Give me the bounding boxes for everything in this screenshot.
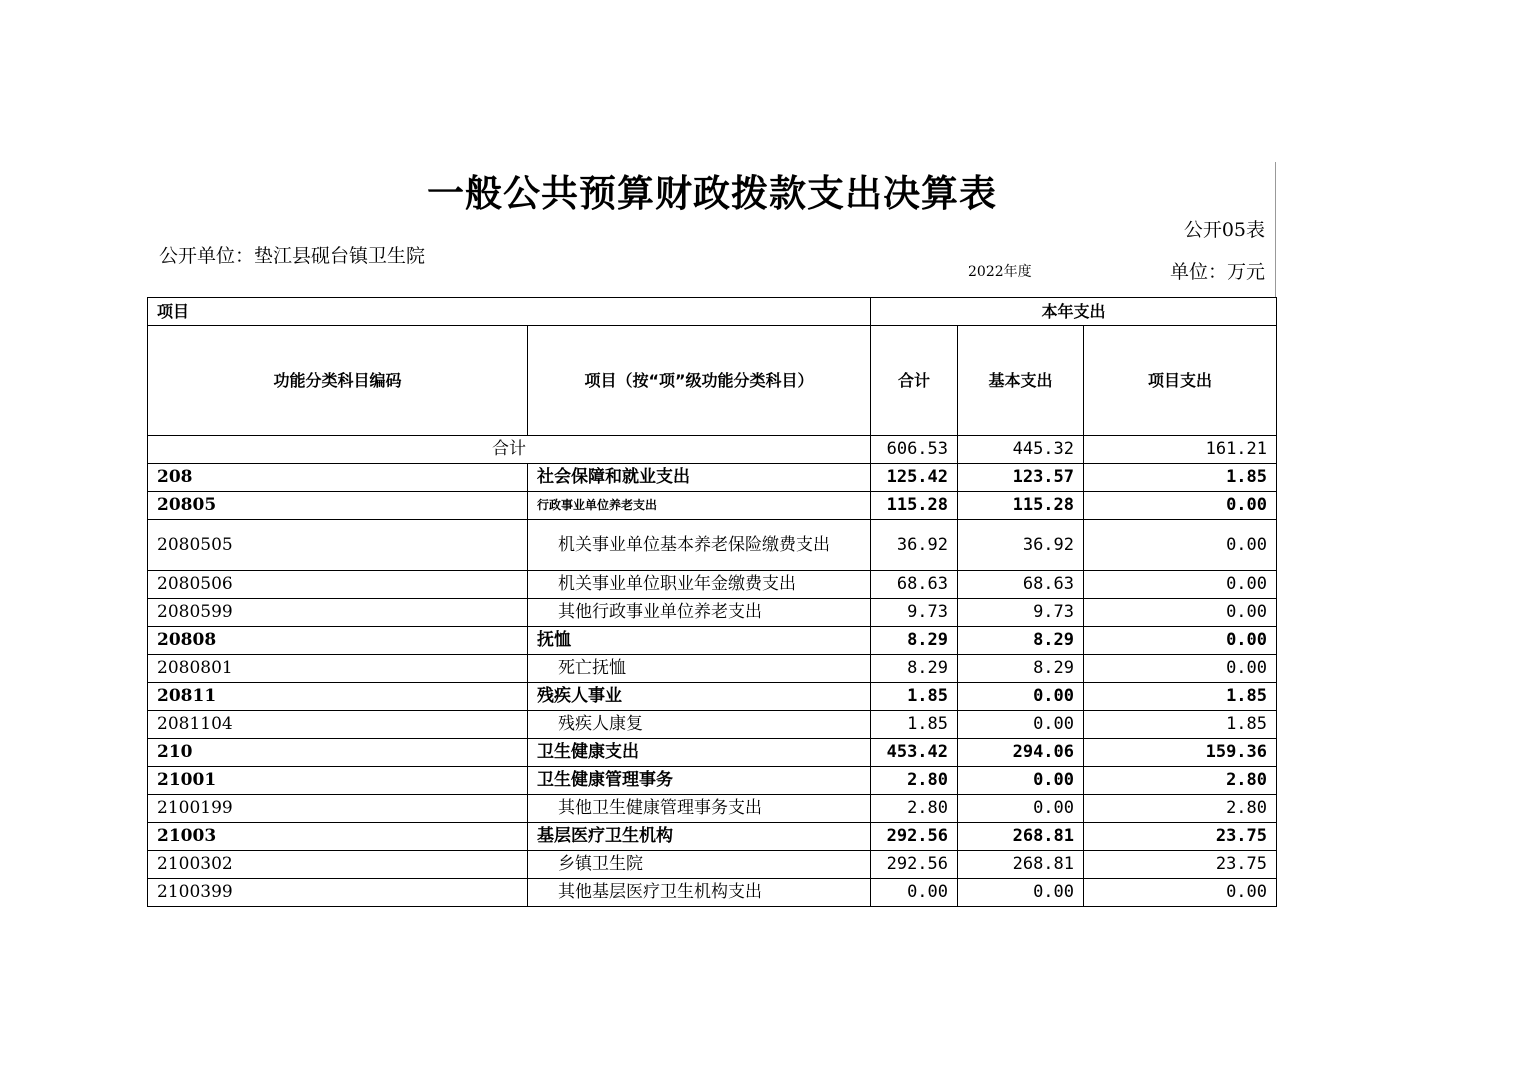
table-row [148, 599, 1277, 627]
row-project: 23.75 [1084, 823, 1277, 851]
table-row [148, 711, 1277, 739]
row-basic: 123.57 [958, 464, 1084, 492]
row-project: 0.00 [1084, 599, 1277, 627]
row-code: 2080506 [148, 571, 528, 599]
row-project: 0.00 [1084, 571, 1277, 599]
table-row [148, 739, 1277, 767]
row-total: 1.85 [871, 711, 958, 739]
row-basic: 68.63 [958, 571, 1084, 599]
row-item-name: 行政事业单位养老支出 [528, 492, 871, 520]
reporting-unit: 公开单位：垫江县砚台镇卫生院 [159, 245, 426, 267]
row-basic: 268.81 [958, 823, 1084, 851]
row-basic: 36.92 [958, 520, 1084, 571]
row-code: 2100302 [148, 851, 528, 879]
row-item-name: 死亡抚恤 [528, 655, 871, 683]
row-item-name: 基层医疗卫生机构 [528, 823, 871, 851]
table-row [148, 879, 1277, 907]
table-row [148, 520, 1277, 571]
row-code: 20811 [148, 683, 528, 711]
row-project: 0.00 [1084, 627, 1277, 655]
row-total: 2.80 [871, 767, 958, 795]
table-row [148, 571, 1277, 599]
row-total: 2.80 [871, 795, 958, 823]
row-code: 2100399 [148, 879, 528, 907]
row-basic: 8.29 [958, 655, 1084, 683]
row-code: 21003 [148, 823, 528, 851]
row-project: 2.80 [1084, 795, 1277, 823]
row-total: 36.92 [871, 520, 958, 571]
row-project: 0.00 [1084, 879, 1277, 907]
row-code: 20808 [148, 627, 528, 655]
currency-unit: 单位：万元 [1169, 261, 1265, 283]
row-item-name: 残疾人事业 [528, 683, 871, 711]
row-item-name: 卫生健康支出 [528, 739, 871, 767]
total-row [148, 436, 1277, 464]
row-item-name: 其他基层医疗卫生机构支出 [528, 879, 871, 907]
row-code: 2080599 [148, 599, 528, 627]
page-title: 一般公共预算财政拨款支出决算表 [427, 172, 997, 215]
fiscal-year: 2022年度 [968, 264, 1032, 280]
row-basic: 115.28 [958, 492, 1084, 520]
row-basic: 0.00 [958, 795, 1084, 823]
row-total: 1.85 [871, 683, 958, 711]
row-basic: 9.73 [958, 599, 1084, 627]
row-total: 292.56 [871, 851, 958, 879]
row-code: 2081104 [148, 711, 528, 739]
row-total: 453.42 [871, 739, 958, 767]
total-amount: 606.53 [871, 436, 958, 464]
row-project: 0.00 [1084, 655, 1277, 683]
total-project: 161.21 [1084, 436, 1277, 464]
row-total: 9.73 [871, 599, 958, 627]
row-total: 68.63 [871, 571, 958, 599]
total-label: 合计 [148, 436, 871, 464]
row-item-name: 机关事业单位职业年金缴费支出 [528, 571, 871, 599]
row-basic: 294.06 [958, 739, 1084, 767]
row-total: 125.42 [871, 464, 958, 492]
total-basic: 445.32 [958, 436, 1084, 464]
row-code: 2080801 [148, 655, 528, 683]
row-item-name: 社会保障和就业支出 [528, 464, 871, 492]
table-row [148, 767, 1277, 795]
table-row [148, 464, 1277, 492]
form-number: 公开05表 [1183, 219, 1265, 241]
row-project: 159.36 [1084, 739, 1277, 767]
row-code: 20805 [148, 492, 528, 520]
row-total: 0.00 [871, 879, 958, 907]
table-row [148, 492, 1277, 520]
table-row [148, 823, 1277, 851]
row-project: 1.85 [1084, 683, 1277, 711]
table-row [148, 795, 1277, 823]
row-item-name: 卫生健康管理事务 [528, 767, 871, 795]
row-basic: 0.00 [958, 683, 1084, 711]
row-project: 0.00 [1084, 520, 1277, 571]
row-item-name: 抚恤 [528, 627, 871, 655]
row-item-name: 其他卫生健康管理事务支出 [528, 795, 871, 823]
header-code: 功能分类科目编码 [148, 326, 528, 436]
row-total: 8.29 [871, 627, 958, 655]
row-basic: 0.00 [958, 767, 1084, 795]
row-code: 21001 [148, 767, 528, 795]
row-item-name: 机关事业单位基本养老保险缴费支出 [528, 520, 871, 571]
row-basic: 268.81 [958, 851, 1084, 879]
table-row [148, 683, 1277, 711]
header-current-year: 本年支出 [871, 298, 1277, 326]
row-item-name: 其他行政事业单位养老支出 [528, 599, 871, 627]
row-project: 2.80 [1084, 767, 1277, 795]
row-basic: 8.29 [958, 627, 1084, 655]
row-item-name: 残疾人康复 [528, 711, 871, 739]
table-row [148, 627, 1277, 655]
row-project: 1.85 [1084, 711, 1277, 739]
row-total: 115.28 [871, 492, 958, 520]
row-total: 8.29 [871, 655, 958, 683]
header-total: 合计 [871, 326, 958, 436]
row-code: 2100199 [148, 795, 528, 823]
row-project: 23.75 [1084, 851, 1277, 879]
row-code: 210 [148, 739, 528, 767]
table-row [148, 851, 1277, 879]
header-basic: 基本支出 [958, 326, 1084, 436]
row-project: 0.00 [1084, 492, 1277, 520]
row-code: 2080505 [148, 520, 528, 571]
row-item-name: 乡镇卫生院 [528, 851, 871, 879]
row-total: 292.56 [871, 823, 958, 851]
row-basic: 0.00 [958, 879, 1084, 907]
header-item: 项目（按“项”级功能分类科目） [528, 326, 871, 436]
header-project: 项目 [148, 298, 871, 326]
table-row [148, 655, 1277, 683]
row-code: 208 [148, 464, 528, 492]
row-basic: 0.00 [958, 711, 1084, 739]
header-project-expenditure: 项目支出 [1084, 326, 1277, 436]
expenditure-table [147, 297, 1277, 907]
row-project: 1.85 [1084, 464, 1277, 492]
